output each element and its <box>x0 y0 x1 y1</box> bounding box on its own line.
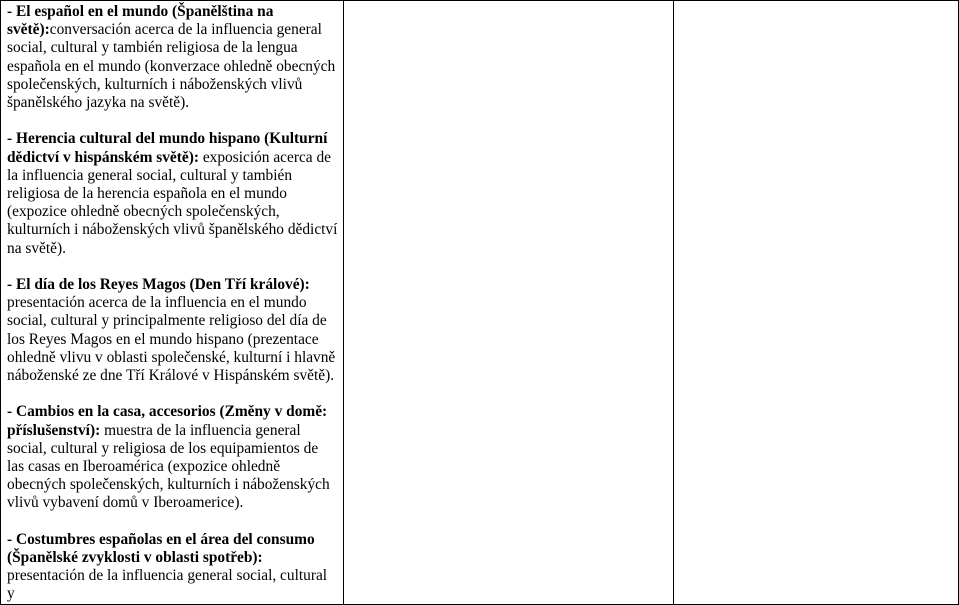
empty-cell-3 <box>673 1 958 605</box>
paragraph-heading: - El español en el mundo (Španělština na světě): <box>7 3 274 39</box>
paragraph-heading: - Costumbres españolas en el área del consumo (Španělské zvyklosti v oblasti spotřeb): <box>7 530 315 567</box>
table-row <box>1 1 959 605</box>
paragraph-reyes-magos <box>7 276 338 385</box>
paragraph-body: presentación de la influencia general social, cultural y <box>7 567 328 603</box>
paragraph-heading: - Cambios en la casa, accesorios (Změny v domě: příslušenství): <box>7 403 328 439</box>
paragraph-body: presentación acerca de la influencia en el mundo social, cultural y principalmente religioso del día de los Reyes Magos en el mundo hispano (prezentace ohledně vlivu v oblasti společenské, kulturní i hlavně náboženské ze dne Tří Králové v Hispánském světě). <box>7 294 336 385</box>
topics-text <box>7 3 338 604</box>
paragraph-heading: - Herencia cultural del mundo hispano (Kulturní dědictví v hispánském světě): <box>7 130 328 166</box>
paragraph-body: conversación acerca de la influencia general social, cultural y también religiosa de la lengua española en el mundo (konverzace ohledně obecných společenských, kulturních i náboženských vlivů španělského jazyka na světě). <box>7 21 336 112</box>
paragraph-costumbres-espanolas <box>7 531 338 604</box>
paragraph-body: exposición acerca de la influencia general social, cultural y también religiosa de la herencia española en el mundo (expozice ohledně obecných společenských, kulturních i náboženských vlivů španělského dědictví na světě). <box>7 148 338 257</box>
paragraph-heading: - El día de los Reyes Magos (Den Tří králové): <box>7 276 310 294</box>
topics-cell <box>1 1 344 605</box>
paragraph-herencia-cultural <box>7 130 338 257</box>
paragraph-cambios-en-la-casa <box>7 403 338 512</box>
paragraph-espanol-en-el-mundo <box>7 3 338 112</box>
empty-cell-2 <box>344 1 673 605</box>
paragraph-body: muestra de la influencia general social, cultural y religiosa de los equipamientos de las casas en Iberoamérica (expozice ohledně obecných společenských, kulturních i náboženských vlivů vybavení domů v Iberoamerice). <box>7 421 330 512</box>
